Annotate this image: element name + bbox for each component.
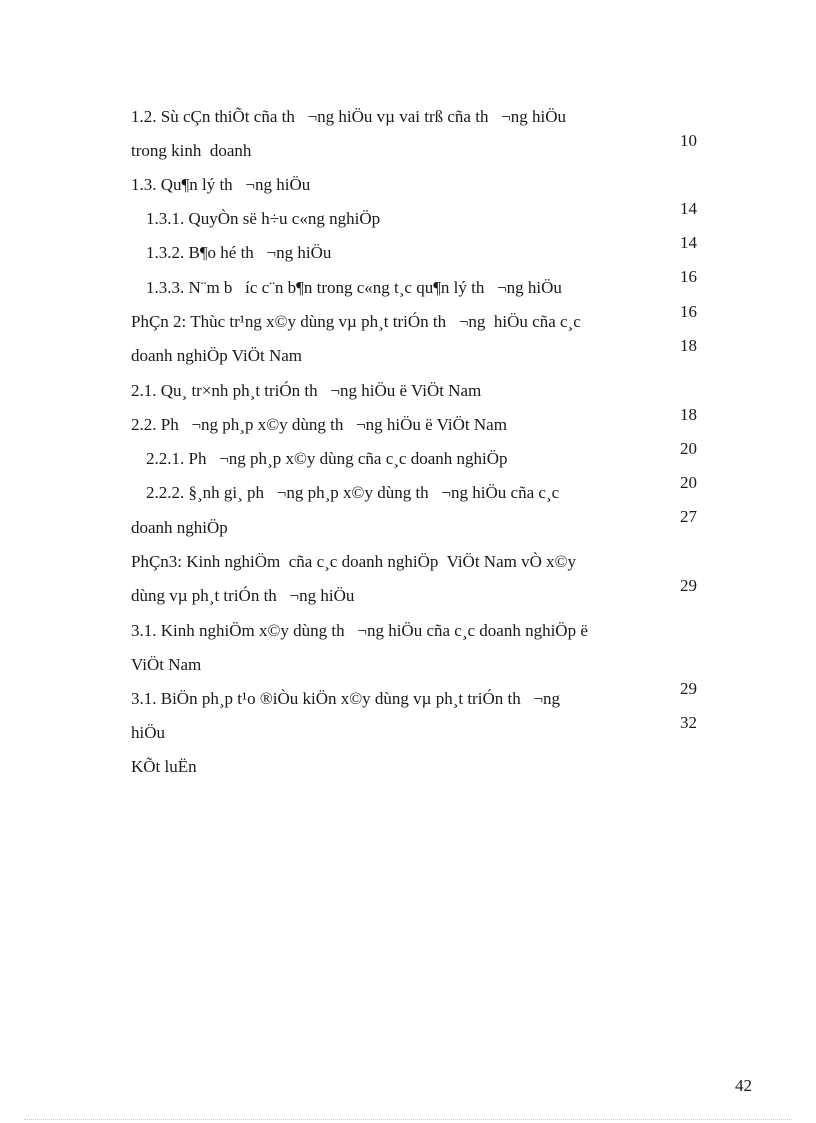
- toc-entry-text: PhÇn 2: Thùc tr¹ng x©y dùng vµ ph¸t triÓn th ¬ng hiÖu cña c¸c: [131, 312, 581, 331]
- toc-entry: [0, 115, 252, 160]
- toc-entry: [0, 81, 697, 150]
- toc-entry-text: 3.1. BiÖn ph¸p t¹o ®iÒu kiÖn x©y dùng vµ ph¸t triÓn th ¬ng: [131, 689, 561, 708]
- toc-entry: [0, 492, 228, 537]
- toc-entry-text: KÕt luËn: [131, 757, 197, 776]
- toc-entry-page: 14: [680, 199, 697, 218]
- toc-entry: [0, 697, 165, 742]
- toc-entry-text: 1.3.1. QuyÒn së h÷u c«ng nghiÖp: [146, 209, 381, 228]
- toc-entry-page: 10: [680, 131, 697, 150]
- footer-divider: [24, 1119, 792, 1120]
- toc-entry-text: dùng vµ ph¸t triÓn th ¬ng hiÖu: [131, 586, 355, 605]
- toc-entry-page: 18: [680, 405, 697, 424]
- toc-entry-page: 20: [680, 473, 697, 492]
- toc-entry-text: 2.1. Qu¸ tr×nh ph¸t triÓn th ¬ng hiÖu ë ViÖt Nam: [131, 381, 482, 400]
- toc-entry-page: 14: [680, 233, 697, 252]
- toc-entry: [0, 320, 303, 365]
- toc-entry-text: 1.3. Qu¶n lý th ¬ng hiÖu: [131, 175, 311, 194]
- toc-entry-text: doanh nghiÖp ViÖt Nam: [131, 346, 303, 365]
- toc-entry-page: 27: [680, 507, 697, 526]
- toc-entry-text: trong kinh doanh: [131, 141, 252, 160]
- toc-entry-text: ViÖt Nam: [131, 655, 202, 674]
- toc-entry-page: 29: [680, 679, 697, 698]
- toc-entry-page: 18: [680, 336, 697, 355]
- toc-entry-text: 1.3.2. B¶o hé th ¬ng hiÖu: [146, 243, 332, 262]
- toc-entry-text: 2.2.2. §¸nh gi¸ ph ¬ng ph¸p x©y dùng th ¬ng hiÖu cña c¸c: [146, 483, 560, 502]
- toc-entry-page: 29: [680, 576, 697, 595]
- toc-entry-text: 1.2. Sù cÇn thiÕt cña th ¬ng hiÖu vµ vai trß cña th ¬ng hiÖu: [131, 107, 567, 126]
- toc-entry-page: 16: [680, 267, 697, 286]
- toc-entry: [0, 526, 697, 595]
- page-number: 42: [735, 1076, 752, 1095]
- toc-entry-text: PhÇn3: Kinh nghiÖm cña c¸c doanh nghiÖp ViÖt Nam vÒ x©y: [131, 552, 577, 571]
- toc-entry-text: doanh nghiÖp: [131, 518, 228, 537]
- toc-entry-text: 1.3.3. N¨m b íc c¨n b¶n trong c«ng t¸c qu¶n lý th ¬ng hiÖu: [146, 278, 562, 297]
- toc-entry-text: 3.1. Kinh nghiÖm x©y dùng th ¬ng hiÖu cña c¸c doanh nghiÖp ë: [131, 621, 588, 640]
- toc-entry-page: 20: [680, 439, 697, 458]
- toc-entry: [0, 560, 355, 605]
- toc-entry-text: 2.2.1. Ph ¬ng ph¸p x©y dùng cña c¸c doanh nghiÖp: [146, 449, 508, 468]
- toc-entry-text: 2.2. Ph ¬ng ph¸p x©y dùng th ¬ng hiÖu ë ViÖt Nam: [131, 415, 507, 434]
- toc-entry-page: 16: [680, 302, 697, 321]
- toc-entry-text: hiÖu: [131, 723, 165, 742]
- toc-entry-page: 32: [680, 713, 697, 732]
